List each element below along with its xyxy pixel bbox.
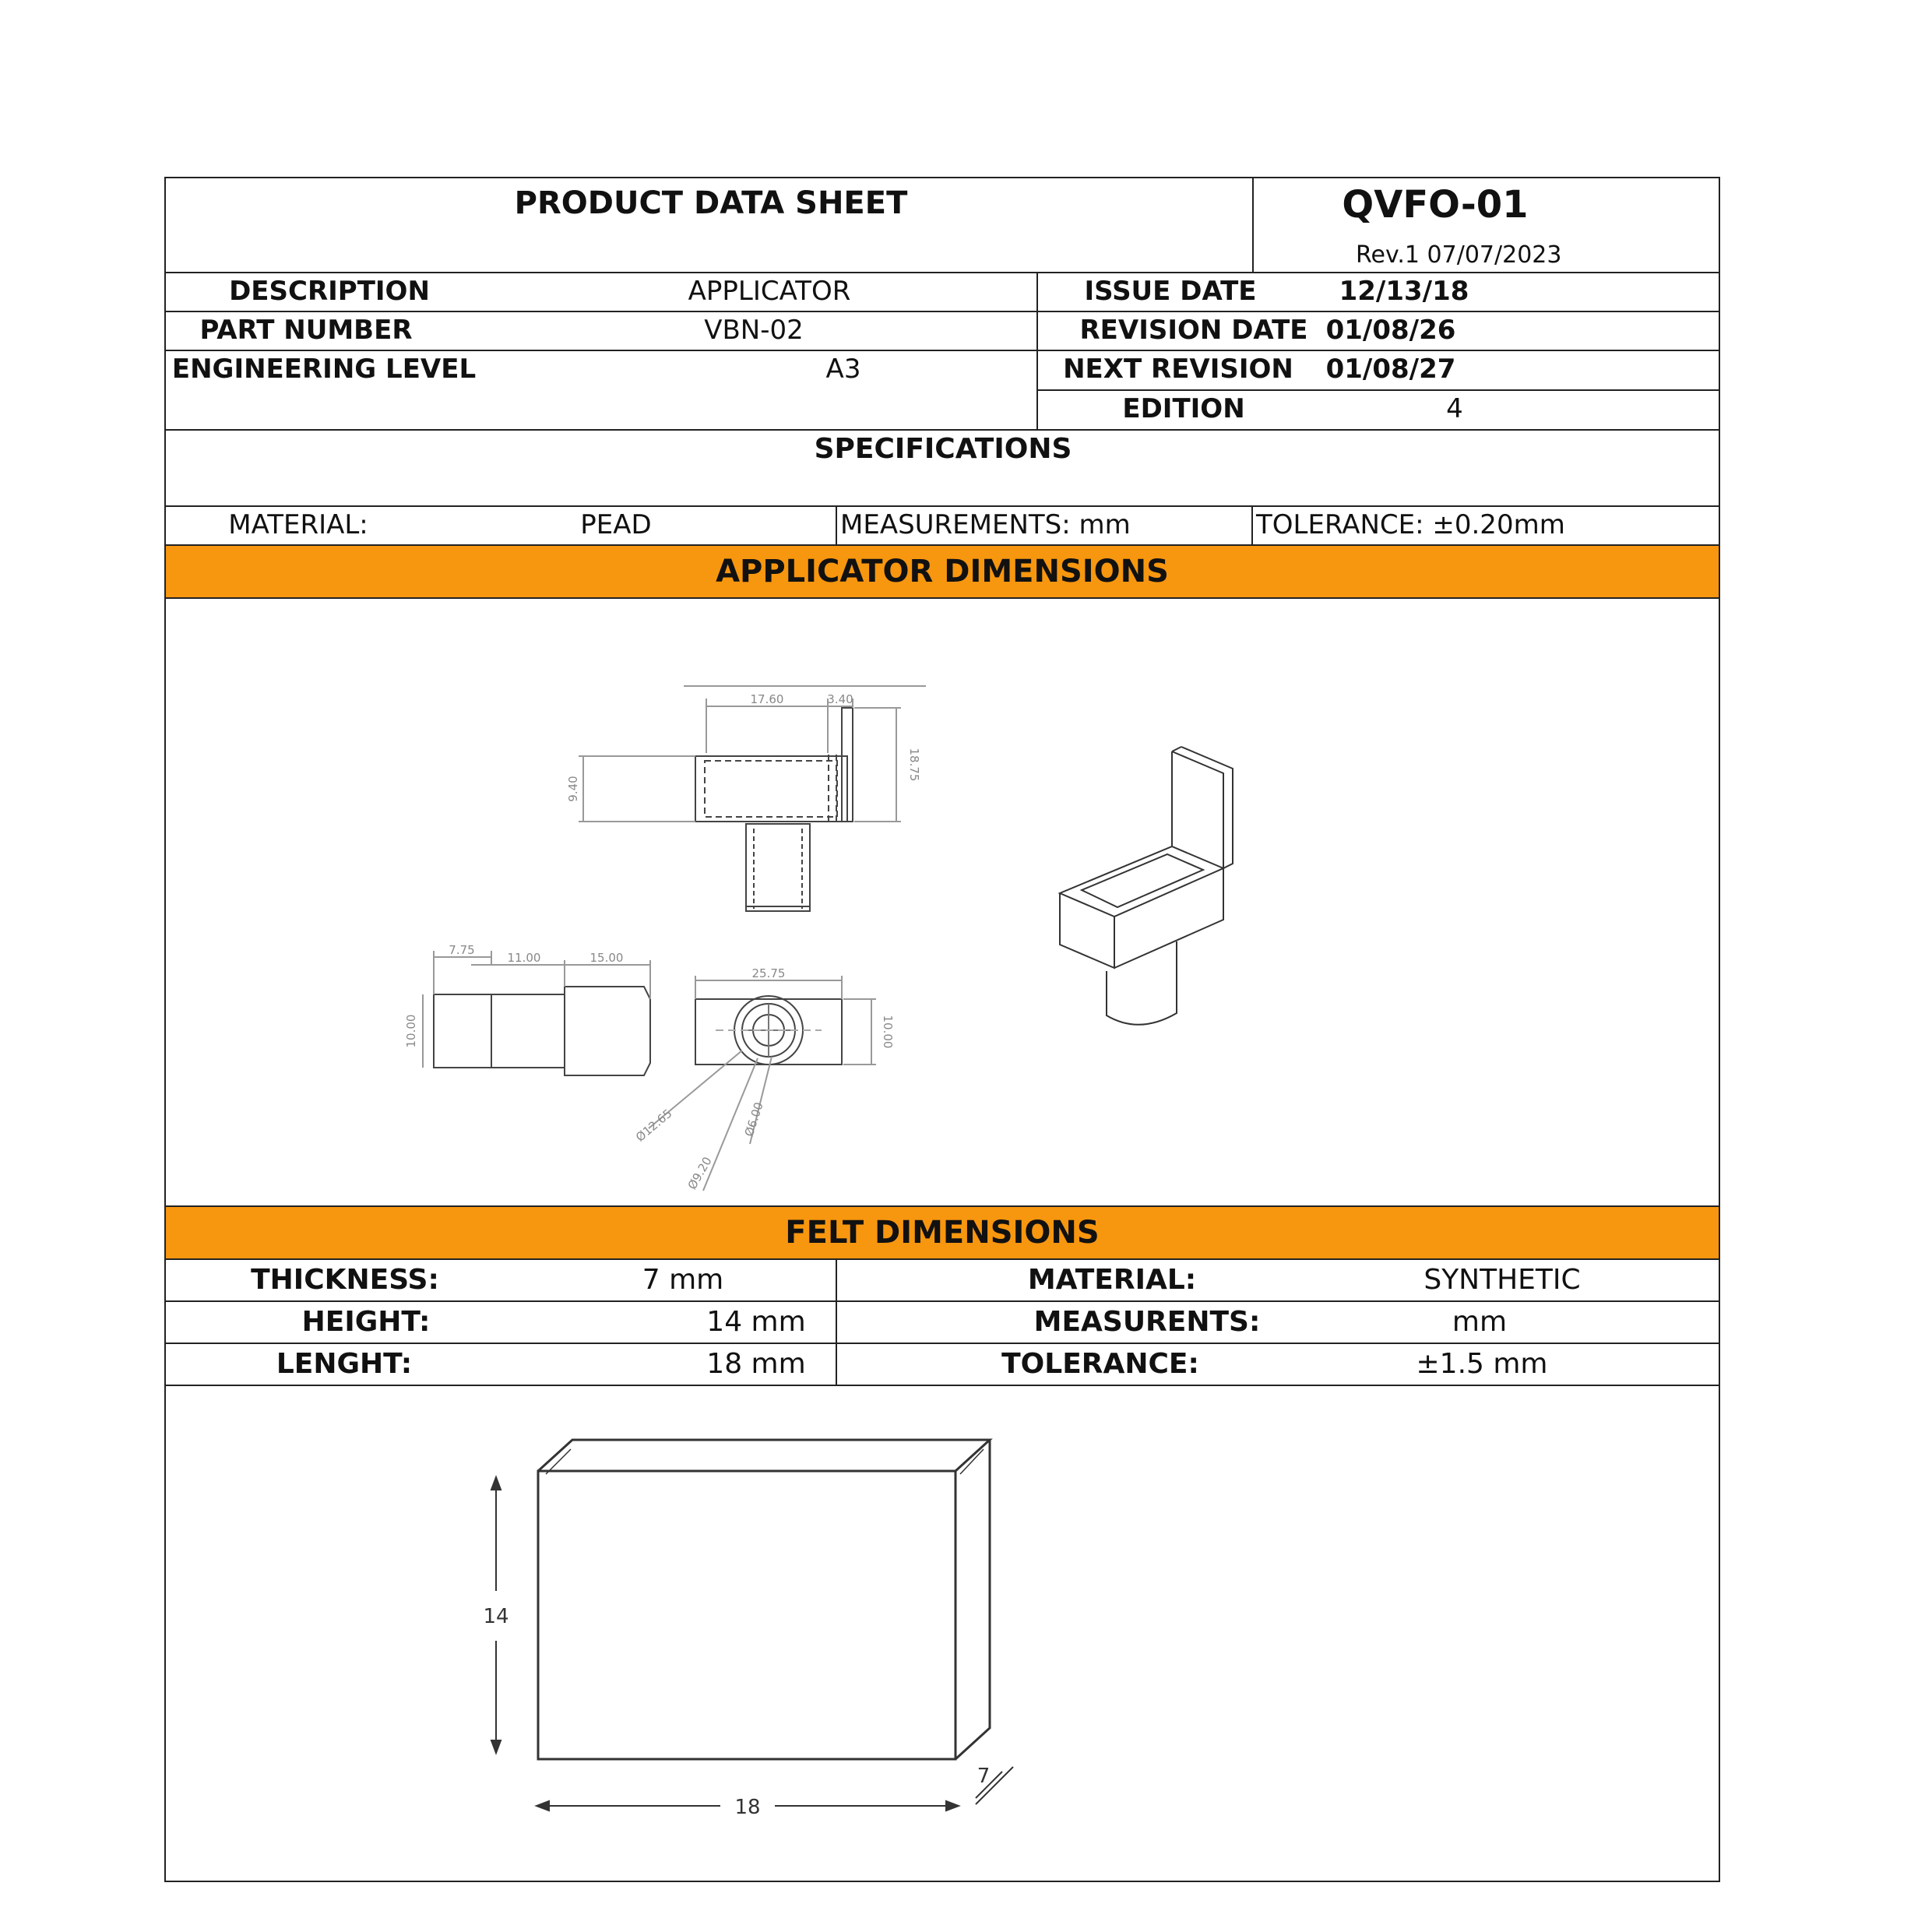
felt-divider — [836, 1258, 837, 1385]
felt-height-dim: 14 — [483, 1605, 509, 1628]
felt-side-face — [955, 1440, 990, 1759]
dim-label: 3.40 — [827, 692, 853, 706]
revision-date-value: 01/08/26 — [1325, 315, 1456, 346]
felt-tolerance-value: ±1.5 mm — [1416, 1348, 1548, 1380]
engineering-level-value: A3 — [825, 354, 861, 385]
isometric-view — [1060, 747, 1233, 1025]
thickness-value: 7 mm — [642, 1264, 724, 1296]
description-label: DESCRIPTION — [229, 276, 430, 307]
felt-measurements-value: mm — [1452, 1306, 1508, 1338]
row-line — [166, 1258, 1719, 1260]
front-view — [649, 976, 876, 1191]
dim-label: 25.75 — [751, 966, 786, 980]
part-number-value: VBN-02 — [704, 315, 804, 346]
applicator-dimensions-title: APPLICATOR DIMENSIONS — [716, 554, 1169, 589]
header-divider — [1252, 178, 1254, 272]
revision-label: Rev.1 07/07/2023 — [1356, 241, 1562, 269]
felt-tolerance-label: TOLERANCE: — [1001, 1348, 1199, 1380]
row-line — [166, 1343, 1719, 1344]
next-revision-label: NEXT REVISION — [1063, 354, 1293, 385]
issue-date-label: ISSUE DATE — [1084, 276, 1257, 307]
applicator-dimensions-band — [166, 546, 1719, 597]
thickness-label: THICKNESS: — [251, 1264, 439, 1296]
applicator-technical-drawing — [166, 599, 1719, 1378]
felt-dimensions-band — [166, 1207, 1719, 1258]
tolerance-spec: TOLERANCE: ±0.20mm — [1256, 509, 1565, 540]
spec-divider — [1251, 505, 1253, 544]
dim-label: 17.60 — [750, 692, 784, 706]
doc-code: QVFO-01 — [1342, 183, 1529, 227]
length-label: LENGHT: — [276, 1348, 413, 1380]
felt-depth-dim: 7 — [977, 1765, 991, 1788]
dim-label: Ø12.65 — [633, 1106, 675, 1145]
felt-top-face — [538, 1440, 990, 1471]
page-title: PRODUCT DATA SHEET — [514, 185, 908, 221]
edition-value: 4 — [1446, 393, 1463, 424]
felt-length-dim: 18 — [734, 1796, 761, 1819]
dim-label: Ø6.00 — [741, 1100, 766, 1138]
side-view — [423, 951, 650, 1075]
material-label: MATERIAL: — [228, 509, 368, 540]
row-line — [166, 350, 1719, 351]
dim-label: 7.75 — [449, 943, 475, 957]
felt-drawing — [166, 1387, 1719, 1877]
next-revision-value: 01/08/27 — [1325, 354, 1456, 385]
row-line — [1036, 389, 1719, 391]
felt-dimensions-title: FELT DIMENSIONS — [785, 1215, 1100, 1251]
felt-material-value: SYNTHETIC — [1423, 1264, 1581, 1296]
revision-date-label: REVISION DATE — [1079, 315, 1308, 346]
row-line — [166, 311, 1719, 312]
top-view — [579, 686, 926, 911]
part-number-label: PART NUMBER — [199, 315, 413, 346]
material-value: PEAD — [580, 509, 652, 540]
dim-label: 10.00 — [404, 1014, 418, 1048]
felt-front-face — [538, 1471, 955, 1759]
issue-date-value: 12/13/18 — [1339, 276, 1469, 307]
specifications-title: SPECIFICATIONS — [814, 433, 1072, 465]
dim-label: 10.00 — [881, 1015, 895, 1049]
felt-material-label: MATERIAL: — [1027, 1264, 1197, 1296]
row-line — [166, 505, 1719, 507]
height-label: HEIGHT: — [301, 1306, 431, 1338]
length-value: 18 mm — [706, 1348, 806, 1380]
dim-label: 9.40 — [566, 776, 580, 802]
row-line — [166, 429, 1719, 431]
row-line — [166, 1300, 1719, 1302]
description-value: APPLICATOR — [688, 276, 851, 307]
dim-label: Ø9.20 — [684, 1154, 715, 1192]
dim-label: 18.75 — [907, 748, 921, 782]
product-data-sheet — [164, 177, 1720, 1882]
engineering-level-label: ENGINEERING LEVEL — [171, 354, 477, 385]
row-line — [166, 272, 1719, 273]
dim-label: 11.00 — [507, 951, 541, 965]
edition-label: EDITION — [1122, 393, 1245, 424]
spec-divider — [836, 505, 837, 544]
dim-label: 15.00 — [589, 951, 624, 965]
measurements-spec: MEASUREMENTS: mm — [840, 509, 1131, 540]
row-line — [166, 1385, 1719, 1386]
height-value: 14 mm — [706, 1306, 806, 1338]
felt-measurements-label: MEASURENTS: — [1033, 1306, 1261, 1338]
